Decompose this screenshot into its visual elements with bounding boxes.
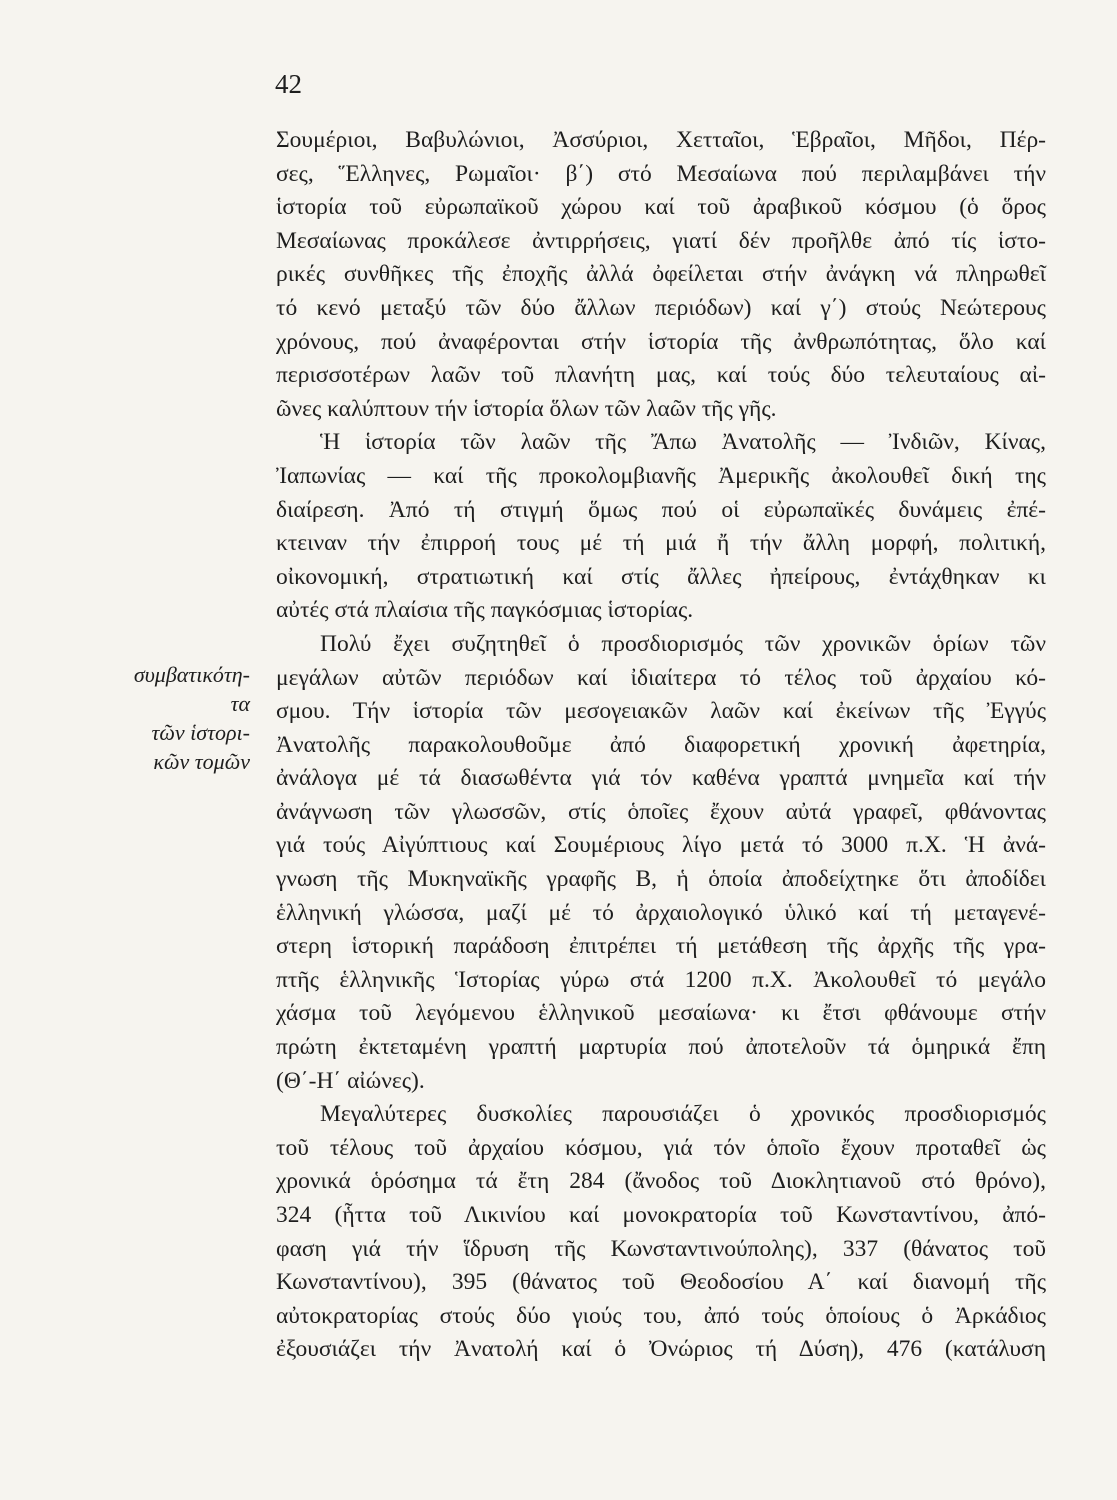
text-line: Ἀνατολῆς παρακολουθοῦμε ἀπό διαφορετική χρονική ἀφετηρία, — [276, 731, 1046, 758]
text-line: χρόνους, πού ἀναφέρονται στήν ἱστορία τῆς ἀνθρωπότητας, ὅλο καί — [276, 328, 1046, 355]
text-line: Πολύ ἔχει συζητηθεῖ ὁ προσδιορισμός τῶν χρονικῶν ὁρίων τῶν — [320, 630, 1046, 657]
text-line: Σουμέριοι, Βαβυλώνιοι, Ἀσσύριοι, Χετταῖοι, Ἑβραῖοι, Μῆδοι, Πέρ- — [276, 127, 1046, 153]
text-line: ἱστορία τοῦ εὐρωπαϊκοῦ χώρου καί τοῦ ἀραβικοῦ κόσμου (ὁ ὅρος — [276, 194, 1046, 221]
text-line: ἑλληνική γλώσσα, μαζί μέ τό ἀρχαιολογικό ὑλικό καί τή μεταγενέ- — [276, 899, 1046, 926]
text-line: (Θ΄-Η΄ αἰώνες). — [276, 1067, 425, 1094]
text-line: γιά τούς Αἰγύπτιους καί Σουμέριους λίγο μετά τό 3000 π.Χ. Ἡ ἀνά- — [276, 832, 1046, 859]
text-line: Κωνσταντίνου), 395 (θάνατος τοῦ Θεοδοσίου Α΄ καί διανομή τῆς — [276, 1269, 1046, 1296]
text-line: σμου. Τήν ἱστορία τῶν μεσογειακῶν λαῶν καί ἐκείνων τῆς Ἐγγύς — [276, 698, 1046, 725]
text-line: τό κενό μεταξύ τῶν δύο ἄλλων περιόδων) καί γ΄) στούς Νεώτερους — [276, 294, 1046, 321]
text-line: αὐτές στά πλαίσια τῆς παγκόσμιας ἱστορίας. — [276, 597, 694, 624]
text-line: στερη ἱστορική παράδοση ἐπιτρέπει τή μετάθεση τῆς ἀρχῆς τῆς γρα- — [276, 933, 1046, 960]
margin-note-line: κῶν τομῶν — [153, 749, 250, 774]
text-line: φαση γιά τήν ἵδρυση τῆς Κωνσταντινούπολης), 337 (θάνατος τοῦ — [276, 1235, 1046, 1262]
text-line: πτῆς ἑλληνικῆς Ἱστορίας γύρω στά 1200 π.Χ. Ἀκολουθεῖ τό μεγάλο — [276, 966, 1046, 993]
text-line: χρονικά ὁρόσημα τά ἔτη 284 (ἄνοδος τοῦ Διοκλητιανοῦ στό θρόνο), — [276, 1168, 1046, 1195]
text-line: κτειναν τήν ἐπιρροή τους μέ τή μιά ἤ τήν ἄλλη μορφή, πολιτική, — [276, 530, 1046, 557]
page-number: 42 — [275, 69, 302, 99]
text-line: χάσμα τοῦ λεγόμενου ἑλληνικοῦ μεσαίωνα· κι ἔτσι φθάνουμε στήν — [276, 1000, 1046, 1027]
text-line: ἀνάγνωση τῶν γλωσσῶν, στίς ὁποῖες ἔχουν αὐτά γραφεῖ, φθάνοντας — [276, 798, 1046, 825]
text-line: Ἰαπωνίας — καί τῆς προκολομβιανῆς Ἀμερικῆς ἀκολουθεῖ δική της — [276, 462, 1046, 489]
margin-note-line: τα — [230, 691, 250, 716]
margin-note — [110, 660, 250, 776]
text-line: οἰκονομική, στρατιωτική καί στίς ἄλλες ἠπείρους, ἐντάχθηκαν κι — [276, 563, 1046, 590]
text-line: μεγάλων αὐτῶν περιόδων καί ἰδιαίτερα τό τέλος τοῦ ἀρχαίου κό- — [276, 664, 1046, 691]
text-line: ἐξουσιάζει τήν Ἀνατολή καί ὁ Ὀνώριος τή Δύση), 476 (κατάλυση — [276, 1336, 1046, 1363]
body-text — [276, 124, 1046, 1367]
text-line: τοῦ τέλους τοῦ ἀρχαίου κόσμου, γιά τόν ὁποῖο ἔχουν προταθεῖ ὡς — [276, 1134, 1046, 1161]
text-line: Μεγαλύτερες δυσκολίες παρουσιάζει ὁ χρονικός προσδιορισμός — [320, 1101, 1046, 1128]
text-line: αὐτοκρατορίας στούς δύο γιούς του, ἀπό τούς ὁποίους ὁ Ἀρκάδιος — [276, 1302, 1046, 1329]
text-line: ρικές συνθῆκες τῆς ἐποχῆς ἀλλά ὀφείλεται στήν ἀνάγκη νά πληρωθεῖ — [276, 261, 1046, 288]
text-line: ἀνάλογα μέ τά διασωθέντα γιά τόν καθένα γραπτά μνημεῖα καί τήν — [276, 765, 1046, 792]
margin-note-line: τῶν ἱστορι- — [151, 720, 250, 745]
text-line: περισσοτέρων λαῶν τοῦ πλανήτη μας, καί τούς δύο τελευταίους αἰ- — [276, 362, 1046, 389]
text-line: 324 (ἧττα τοῦ Λικινίου καί μονοκρατορία τοῦ Κωνσταντίνου, ἀπό- — [276, 1202, 1046, 1228]
text-line: Μεσαίωνας προκάλεσε ἀντιρρήσεις, γιατί δέν προῆλθε ἀπό τίς ἱστο- — [276, 227, 1046, 254]
text-line: διαίρεση. Ἀπό τή στιγμή ὅμως πού οἱ εὐρωπαϊκές δυνάμεις ἐπέ- — [276, 496, 1046, 523]
text-line: πρώτη ἐκτεταμένη γραπτή μαρτυρία πού ἀποτελοῦν τά ὁμηρικά ἔπη — [276, 1034, 1046, 1061]
text-line: ῶνες καλύπτουν τήν ἱστορία ὅλων τῶν λαῶν τῆς γῆς. — [276, 395, 777, 422]
margin-note-line: συμβατικότη- — [133, 662, 250, 687]
text-line: γνωση τῆς Μυκηναϊκῆς γραφῆς Β, ἡ ὁποία ἀποδείχτηκε ὅτι ἀποδίδει — [276, 866, 1046, 893]
text-line: Ἡ ἱστορία τῶν λαῶν τῆς Ἄπω Ἀνατολῆς — Ἰνδιῶν, Κίνας, — [320, 429, 1046, 456]
text-line: σες, Ἕλληνες, Ρωμαῖοι· β΄) στό Μεσαίωνα πού περιλαμβάνει τήν — [276, 160, 1046, 187]
